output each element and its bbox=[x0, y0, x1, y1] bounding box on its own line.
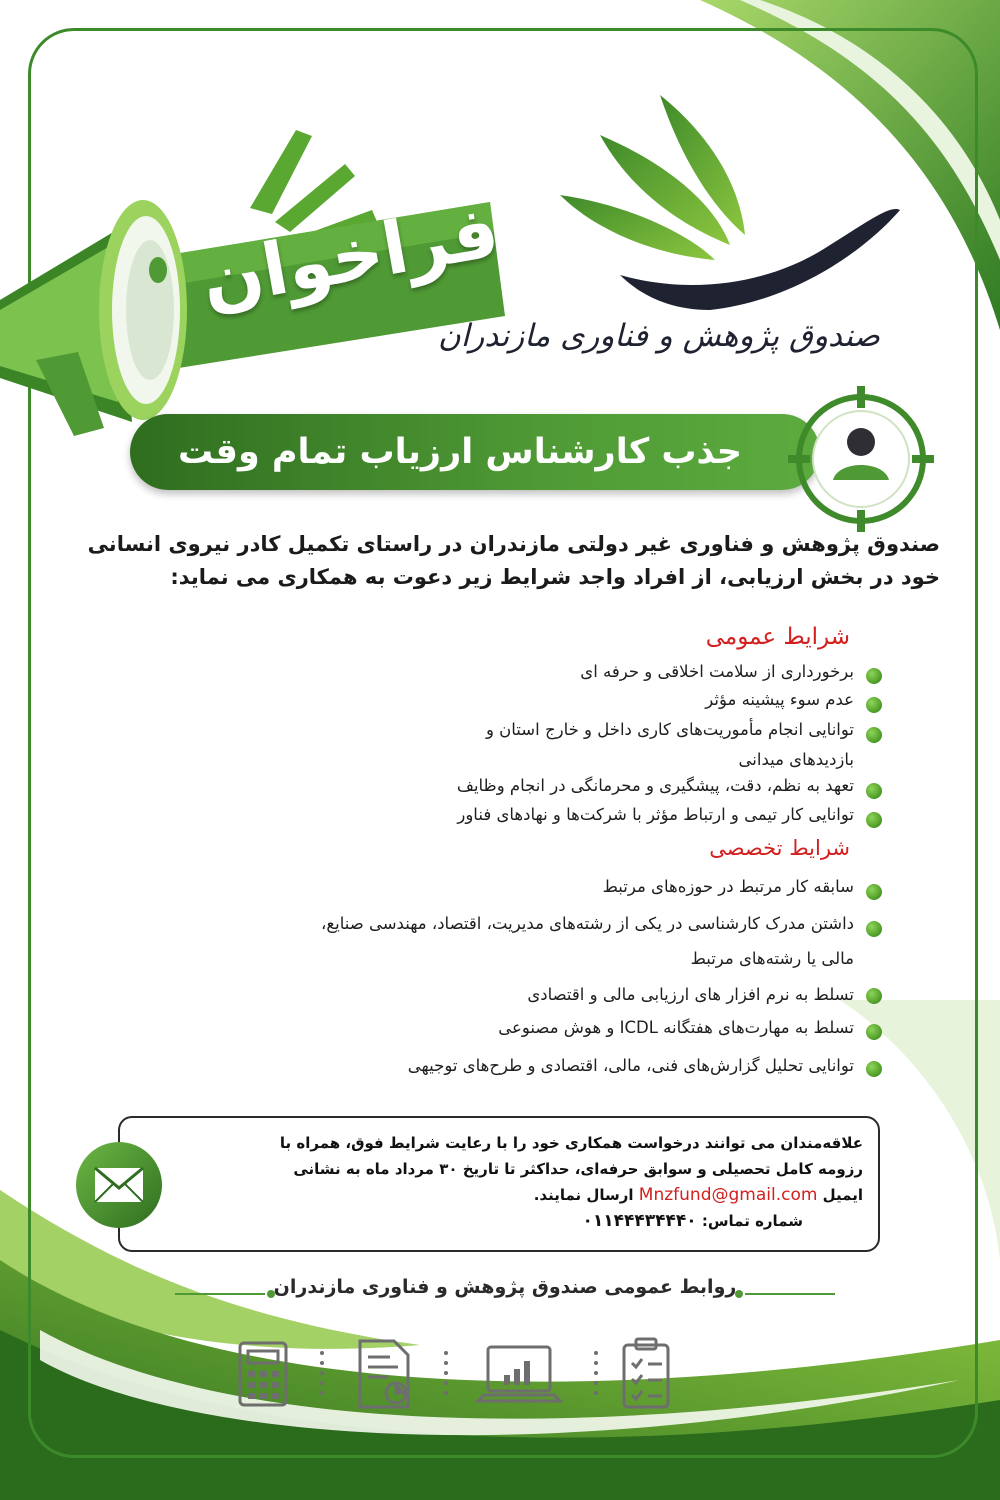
bullet-icon bbox=[866, 812, 882, 828]
contact-phone-line bbox=[180, 1208, 803, 1234]
general-item-1: برخورداری از سلامت اخلاقی و حرفه ای bbox=[580, 662, 854, 681]
envelope-icon bbox=[74, 1140, 164, 1230]
contact-line-2: رزومه کامل تحصیلی و سوابق حرفه‌ای، حداکثر تا تاریخ ۳۰ مرداد ماه به نشانی bbox=[293, 1160, 863, 1178]
general-item-4: تعهد به نظم، دقت، پیشگیری و محرمانگی در انجام وظایف bbox=[456, 776, 854, 795]
bullet-icon bbox=[866, 697, 882, 713]
call-badge-text: فراخوان bbox=[195, 188, 505, 324]
calculator-icon bbox=[240, 1343, 286, 1405]
specialized-heading: شرایط تخصصی bbox=[709, 836, 850, 860]
checklist-icon bbox=[624, 1339, 668, 1407]
bullet-icon bbox=[866, 988, 882, 1004]
footer-icons bbox=[220, 1335, 680, 1415]
page-title: جذب کارشناس ارزیاب تمام وقت bbox=[177, 432, 743, 472]
bullet-icon bbox=[866, 727, 882, 743]
footer-text: روابط عمومی صندوق پژوهش و فناوری مازندران bbox=[273, 1276, 737, 1298]
laptop-chart-icon bbox=[478, 1347, 560, 1401]
contact-email-link[interactable]: Mnzfund@gmail.com bbox=[638, 1185, 818, 1205]
contact-line-1: علاقه‌مندان می توانند درخواست همکاری خود را با رعایت شرایط فوق، همراه با bbox=[279, 1134, 863, 1152]
fund-logo-icon bbox=[540, 95, 900, 315]
specialized-item-5: توانایی تحلیل گزارش‌های فنی، مالی، اقتصادی و طرح‌های توجیهی bbox=[407, 1056, 854, 1075]
bullet-icon bbox=[866, 1024, 882, 1040]
specialized-item-3: تسلط به نرم افزار های ارزیابی مالی و اقتصادی bbox=[527, 985, 854, 1004]
contact-email-suffix: ارسال نمایند. bbox=[533, 1186, 634, 1204]
contact-line-3 bbox=[180, 1182, 863, 1208]
general-item-3-continuation: بازدیدهای میدانی bbox=[738, 750, 854, 769]
general-item-5: توانایی کار تیمی و ارتباط مؤثر با شرکت‌ها و نهادهای فناور bbox=[457, 805, 854, 824]
phone-number: ۰۱۱۴۴۴۳۴۴۴۰ bbox=[582, 1211, 697, 1231]
intro-paragraph bbox=[60, 528, 940, 594]
specialized-item-2-continuation: مالی یا رشته‌های مرتبط bbox=[690, 949, 854, 968]
report-document-icon bbox=[360, 1341, 408, 1407]
bullet-icon bbox=[866, 884, 882, 900]
specialized-item-4: تسلط به مهارت‌های هفتگانه ICDL و هوش مصنوعی bbox=[498, 1018, 854, 1037]
contact-text bbox=[180, 1130, 863, 1234]
bullet-icon bbox=[866, 783, 882, 799]
phone-label: شماره تماس: bbox=[701, 1212, 803, 1230]
general-item-3: توانایی انجام مأموریت‌های کاری داخل و خارج استان و bbox=[485, 720, 854, 739]
intro-line-1: صندوق پژوهش و فناوری غیر دولتی مازندران در راستای تکمیل کادر نیروی انسانی bbox=[87, 532, 940, 556]
contact-email-prefix: ایمیل bbox=[822, 1186, 863, 1204]
fund-logo-text: صندوق پژوهش و فناوری مازندران bbox=[437, 318, 880, 354]
intro-line-2: خود در بخش ارزیابی، از افراد واجد شرایط زیر دعوت به همکاری می نماید: bbox=[170, 565, 940, 589]
bullet-icon bbox=[866, 1061, 882, 1077]
user-target-icon bbox=[786, 384, 936, 534]
general-heading: شرایط عمومی bbox=[705, 624, 850, 650]
specialized-item-1: سابقه کار مرتبط در حوزه‌های مرتبط bbox=[602, 877, 854, 896]
bullet-icon bbox=[866, 921, 882, 937]
general-item-2: عدم سوء پیشینه مؤثر bbox=[705, 690, 854, 709]
specialized-item-2: داشتن مدرک کارشناسی در یکی از رشته‌های مدیریت، اقتصاد، مهندسی صنایع، bbox=[321, 914, 854, 933]
bullet-icon bbox=[866, 668, 882, 684]
